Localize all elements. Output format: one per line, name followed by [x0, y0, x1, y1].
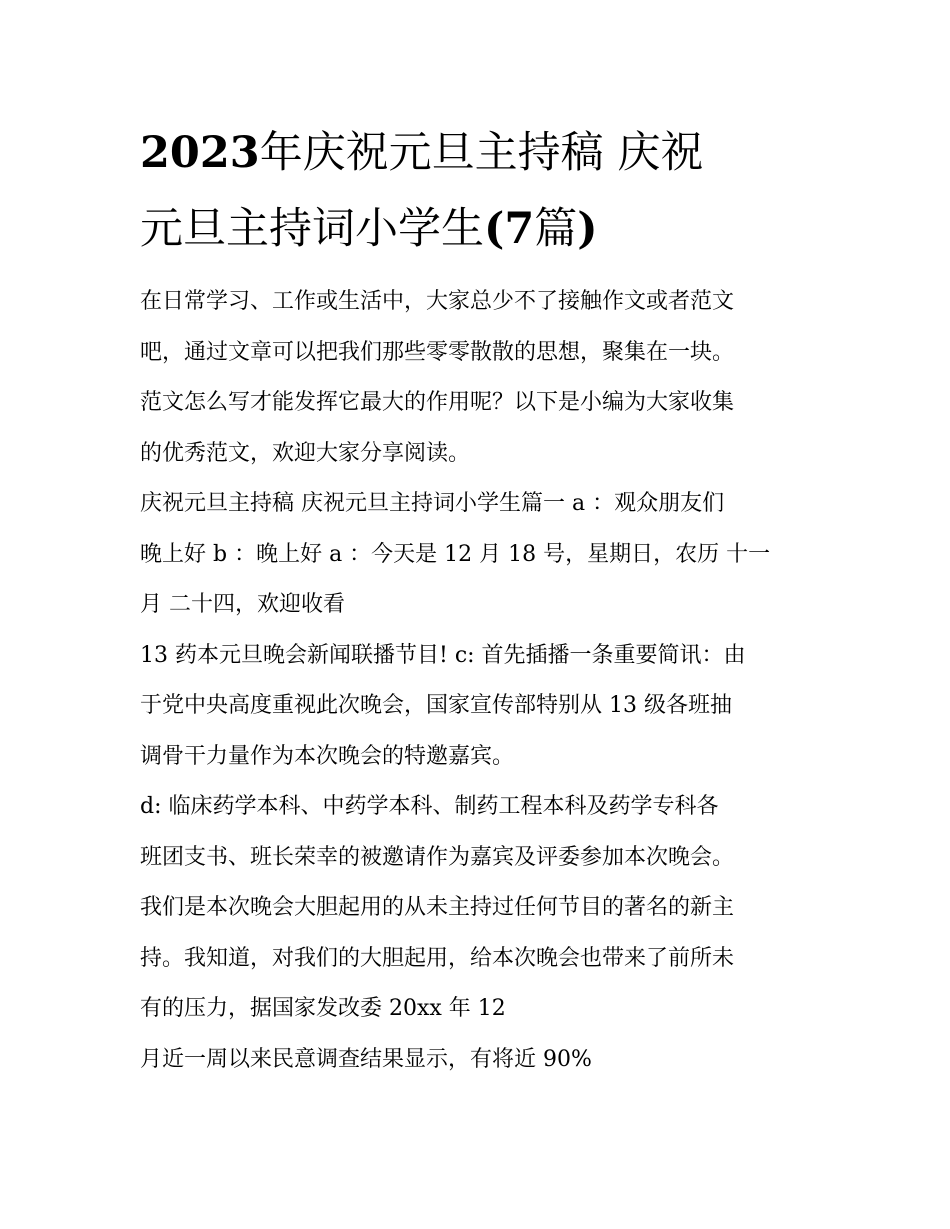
title-line-1: [140, 115, 820, 191]
body-line: 的优秀范文，欢迎大家分享阅读。: [140, 440, 471, 466]
body-line: 持。我知道，对我们的大胆起用，给本次晚会也带来了前所未: [140, 945, 735, 971]
body-line: 于党中央高度重视此次晚会，国家宣传部特别从 13 级各班抽: [140, 693, 732, 718]
body-line: 13 药本元旦晚会新闻联播节目! c: 首先插播一条重要简讯：由: [140, 642, 746, 668]
body-line: 月近一周以来民意调查结果显示，有将近 90%: [140, 1046, 592, 1072]
title-line-1-text: 年庆祝元旦主持稿 庆祝: [259, 128, 704, 178]
body-line: 庆祝元旦主持稿 庆祝元旦主持词小学生篇一 a ：观众朋友们: [140, 491, 725, 516]
document-body: [140, 277, 840, 1085]
body-line: 吧，通过文章可以把我们那些零零散散的思想，聚集在一块。: [140, 339, 735, 365]
title-count-open: (7: [484, 204, 535, 254]
title-year: 2023: [140, 128, 260, 178]
title-count-unit: 篇: [534, 204, 578, 254]
body-line: 我们是本次晚会大胆起用的从未主持过任何节目的著名的新主: [140, 895, 735, 920]
body-line: 在日常学习、工作或生活中，大家总少不了接触作文或者范文: [140, 289, 735, 314]
title-line-2: [140, 191, 820, 267]
document-title: [140, 115, 820, 267]
body-line: 晚上好 b ：晚上好 a ：今天是 12 月 18 号，星期日，农历 十一: [140, 541, 771, 567]
body-line: 调骨干力量作为本次晚会的特邀嘉宾。: [140, 743, 515, 769]
title-count-close: ): [577, 204, 598, 254]
title-line-2-text: 元旦主持词小学生: [140, 204, 484, 254]
body-line: 月 二十四，欢迎收看: [140, 592, 345, 617]
body-line: d: 临床药学本科、中药学本科、制药工程本科及药学专科各: [140, 794, 719, 819]
body-line: 班团支书、班长荣幸的被邀请作为嘉宾及评委参加本次晚会。: [140, 844, 735, 870]
body-line: 有的压力，据国家发改委 20xx 年 12: [140, 996, 506, 1021]
body-line: 范文怎么写才能发挥它最大的作用呢？以下是小编为大家收集: [140, 390, 735, 415]
